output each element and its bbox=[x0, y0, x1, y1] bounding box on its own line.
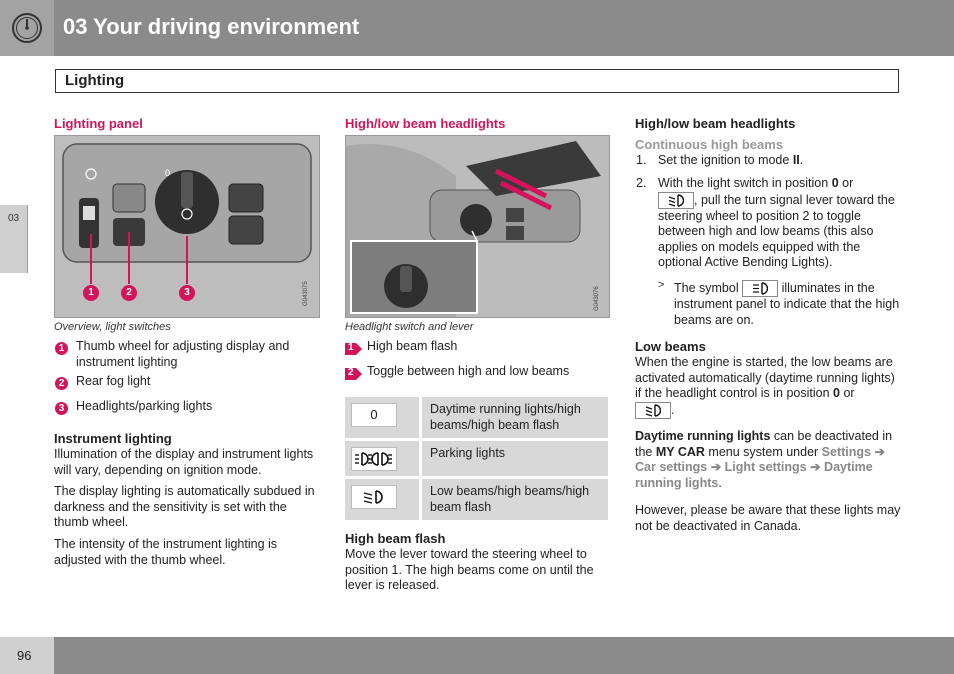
note-marker: > bbox=[658, 279, 665, 291]
list-item-headlights: Headlights/parking lights bbox=[76, 399, 213, 413]
lighting-panel-heading: Lighting panel bbox=[54, 116, 143, 131]
high-beam-inline-icon bbox=[742, 280, 778, 297]
instrument-lighting-para2: The display lighting is automatically subdued in darkness and the sensitivity is set with the thumb wheel. bbox=[54, 484, 315, 529]
instrument-lighting-para1: Illumination of the display and instrument lights will vary, depending on ignition mode. bbox=[54, 447, 314, 477]
headlight-lever-figure bbox=[345, 135, 610, 318]
arrow-badge-1 bbox=[345, 342, 362, 354]
figure-callout-3: 3 bbox=[179, 285, 195, 301]
position-zero-symbol: 0 bbox=[351, 403, 397, 427]
list-number-2: 2 bbox=[55, 377, 68, 390]
menu-path-drl[interactable]: Daytime running lights bbox=[635, 460, 873, 490]
table-cell-drl: Daytime running lights/high beams/high beam flash bbox=[421, 397, 609, 440]
low-beam-icon bbox=[351, 485, 397, 509]
page-footer bbox=[0, 637, 954, 674]
step-2: With the light switch in position 0 or , pull the turn signal lever toward the steering wheel to position 2 to toggle between high and low beams (this also applies on models equipped with the optional Active Bending Lights). bbox=[658, 176, 895, 269]
figure-callout-2: 2 bbox=[121, 285, 137, 301]
instrument-lighting-para3: The intensity of the instrument lighting is adjusted with the thumb wheel. bbox=[54, 537, 278, 567]
section-title: Lighting bbox=[65, 72, 125, 89]
canada-note: However, please be aware that these lights may not be deactivated in Canada. bbox=[635, 503, 901, 533]
arrow-badge-2-label: 2 bbox=[348, 367, 354, 378]
high-low-beam-heading: High/low beam headlights bbox=[345, 116, 506, 131]
list-item-toggle-beams: Toggle between high and low beams bbox=[367, 364, 570, 378]
drl-deactivation-para: Daytime running lights can be deactivated in the MY CAR menu system under Settings ➔ Car settings ➔ Light settings ➔ Daytime running lights. bbox=[635, 429, 893, 490]
menu-path-car-settings[interactable]: Car settings bbox=[635, 460, 708, 474]
arrow-badge-1-label: 1 bbox=[348, 342, 354, 353]
step-number-1: 1. bbox=[636, 153, 647, 167]
list-item-thumb-wheel: Thumb wheel for adjusting display and instrument lighting bbox=[76, 339, 290, 369]
side-tab-label: 03 bbox=[8, 213, 20, 224]
step-number-2: 2. bbox=[636, 176, 647, 190]
figure-caption-headlight-lever: Headlight switch and lever bbox=[345, 321, 474, 333]
table-cell-parking: Parking lights bbox=[421, 440, 609, 478]
svg-text:0: 0 bbox=[165, 168, 171, 178]
high-beam-flash-para: Move the lever toward the steering wheel to position 1. The high beams come on until the lever is released. bbox=[345, 547, 594, 592]
menu-arrow-icon: ➔ bbox=[806, 460, 825, 474]
instrument-lighting-heading: Instrument lighting bbox=[54, 431, 172, 446]
high-beam-flash-heading: High beam flash bbox=[345, 531, 446, 546]
menu-path-light-settings[interactable]: Light settings bbox=[724, 460, 807, 474]
list-number-3: 3 bbox=[55, 402, 68, 415]
section-title-box bbox=[55, 69, 899, 93]
svg-text:G043076: G043076 bbox=[594, 286, 600, 311]
svg-text:G043075: G043075 bbox=[303, 281, 309, 306]
low-beam-inline-icon bbox=[658, 192, 694, 209]
parking-lights-icon bbox=[351, 447, 397, 471]
low-beams-heading: Low beams bbox=[635, 339, 706, 354]
table-row bbox=[345, 397, 608, 440]
figure-caption-light-switches: Overview, light switches bbox=[54, 321, 171, 333]
table-cell-low-beams: Low beams/high beams/high beam flash bbox=[421, 478, 609, 522]
menu-path-settings[interactable]: Settings bbox=[821, 444, 871, 459]
light-switch-panel-figure bbox=[54, 135, 320, 318]
chapter-title: 03 Your driving environment bbox=[63, 14, 360, 39]
page-number-box bbox=[0, 637, 54, 674]
speedometer-icon bbox=[0, 0, 54, 56]
high-beam-symbol-note: The symbol illuminates in the instrument panel to indicate that the high beams are on. bbox=[674, 280, 900, 327]
table-row bbox=[345, 440, 608, 478]
chapter-side-tab[interactable] bbox=[0, 205, 28, 273]
chapter-header bbox=[0, 0, 954, 56]
list-item-rear-fog: Rear fog light bbox=[76, 374, 151, 388]
low-beam-inline-icon-2 bbox=[635, 402, 671, 419]
col3-heading: High/low beam headlights bbox=[635, 116, 796, 131]
list-number-1: 1 bbox=[55, 342, 68, 355]
menu-arrow-icon: ➔ bbox=[707, 460, 725, 474]
continuous-high-beams-heading: Continuous high beams bbox=[635, 137, 784, 152]
headlight-lever-illustration bbox=[346, 136, 609, 317]
table-row bbox=[345, 478, 608, 522]
page-number: 96 bbox=[17, 648, 32, 663]
low-beams-para: When the engine is started, the low beams are activated automatically (daytime running lights) if the headlight control is in position 0 or . bbox=[635, 355, 901, 419]
list-item-high-beam-flash: High beam flash bbox=[367, 339, 458, 353]
figure-callout-1: 1 bbox=[83, 285, 99, 301]
switch-position-table bbox=[345, 397, 608, 523]
arrow-badge-2 bbox=[345, 367, 362, 379]
menu-arrow-icon: ➔ bbox=[870, 444, 885, 459]
step-1: Set the ignition to mode II. bbox=[658, 153, 804, 167]
